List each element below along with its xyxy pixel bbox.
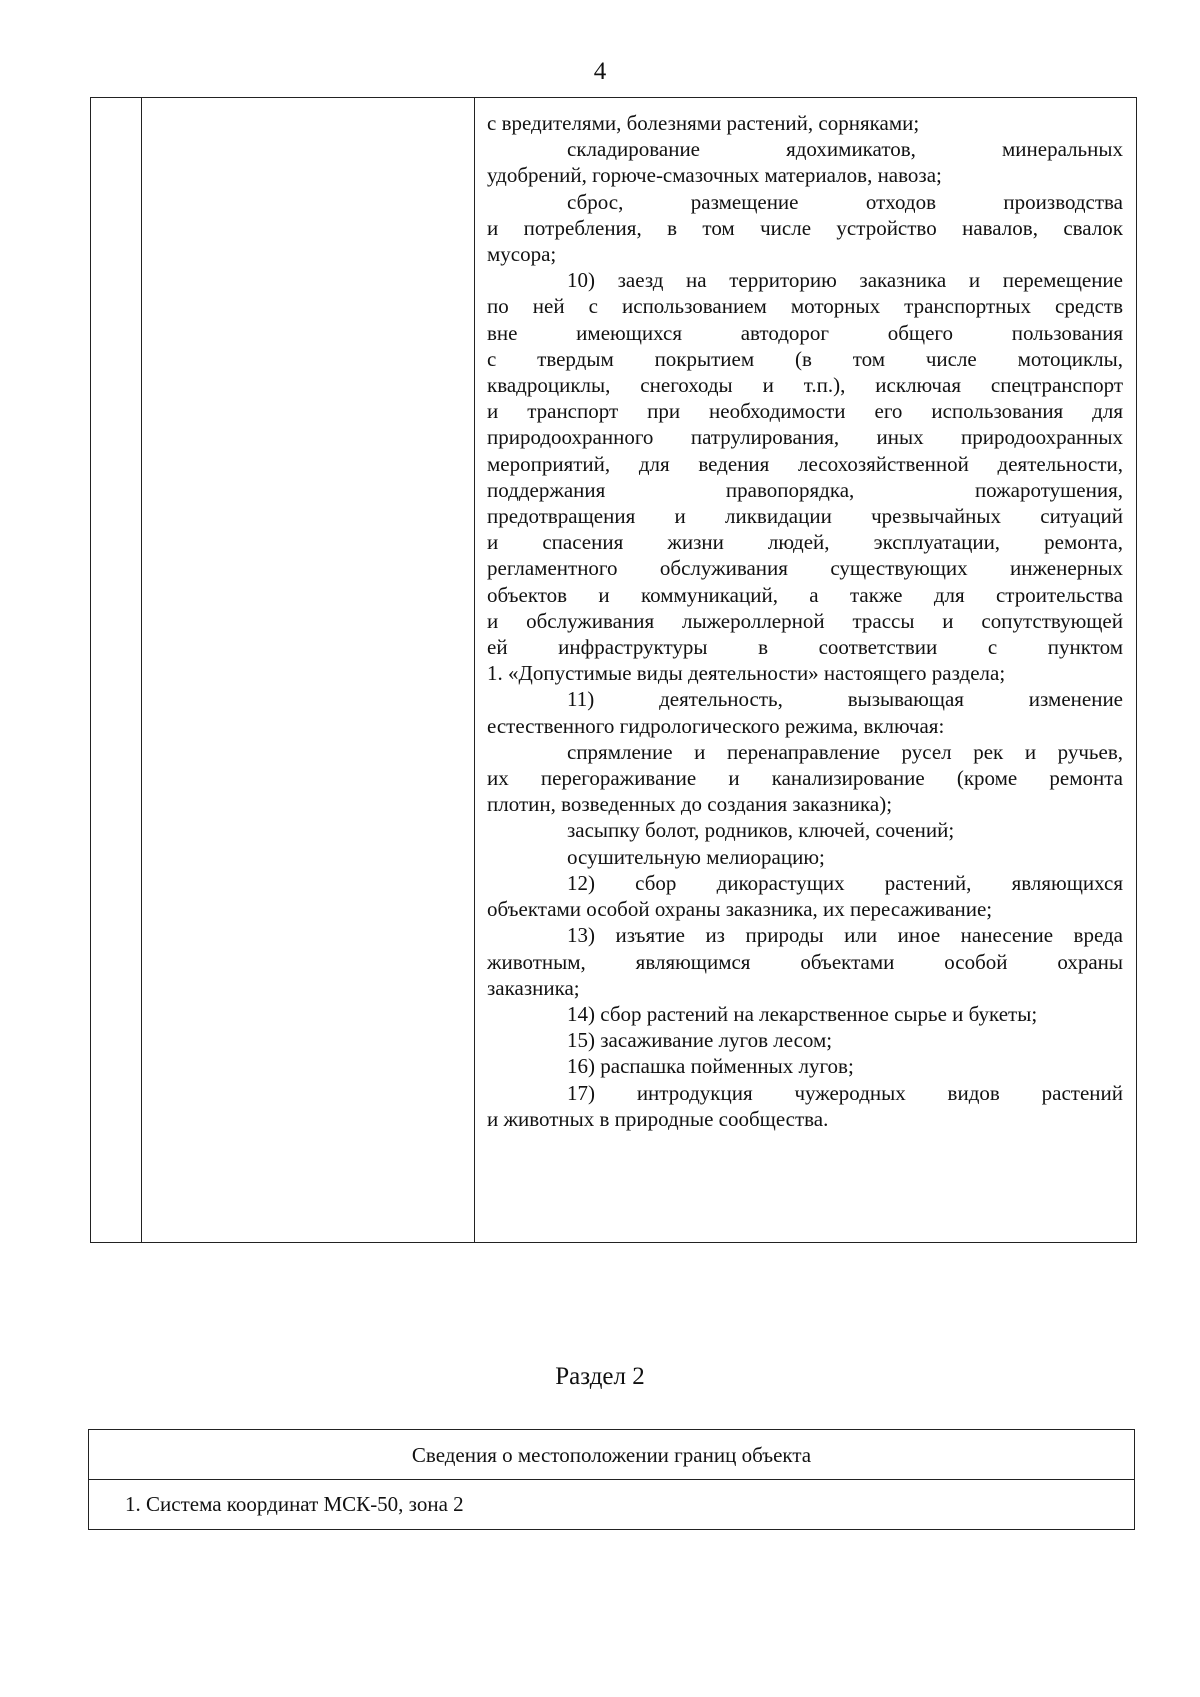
text-line: сброс, размещение отходов производства xyxy=(567,189,1123,214)
table-column-divider xyxy=(474,98,475,1242)
text-line: и обслуживания лыжероллерной трассы и сопутствующей xyxy=(487,608,1123,633)
section-title: Раздел 2 xyxy=(555,1363,645,1390)
text-line: 15) засаживание лугов лесом; xyxy=(567,1028,833,1053)
text-line: 17) интродукция чужеродных видов растений xyxy=(567,1080,1123,1105)
text-line: регламентного обслуживания существующих инженерных xyxy=(487,556,1123,581)
text-line: 13) изъятие из природы или иное нанесение вреда xyxy=(567,923,1123,948)
text-line: естественного гидрологического режима, включая: xyxy=(487,713,945,738)
text-line: 11) деятельность, вызывающая изменение xyxy=(567,687,1123,712)
text-line: 10) заезд на территорию заказника и перемещение xyxy=(567,268,1123,293)
restrictions-text-cell xyxy=(487,110,1123,1132)
text-line: плотин, возведенных до создания заказника); xyxy=(487,792,893,817)
text-line: вне имеющихся автодорог общего пользования xyxy=(487,320,1123,345)
text-line: и транспорт при необходимости его использования для xyxy=(487,399,1123,424)
text-line: спрямление и перенаправление русел рек и ручьев, xyxy=(567,739,1123,764)
text-line: засыпку болот, родников, ключей, сочений; xyxy=(567,818,955,843)
text-line: предотвращения и ликвидации чрезвычайных ситуаций xyxy=(487,504,1123,529)
text-line: квадроциклы, снегоходы и т.п.), исключая спецтранспорт xyxy=(487,373,1123,398)
text-line: по ней с использованием моторных транспортных средств xyxy=(487,294,1123,319)
text-line: поддержания правопорядка, пожаротушения, xyxy=(487,477,1123,502)
page-number: 4 xyxy=(593,58,607,85)
text-line: 1. «Допустимые виды деятельности» настоящего раздела; xyxy=(487,661,1006,686)
text-line: их перегораживание и канализирование (кроме ремонта xyxy=(487,766,1123,791)
text-line: заказника; xyxy=(487,975,580,1000)
text-line: ей инфраструктуры в соответствии с пунктом xyxy=(487,635,1123,660)
text-line: складирование ядохимикатов, минеральных xyxy=(567,137,1123,162)
text-line: животным, являющимся объектами особой охраны xyxy=(487,949,1123,974)
text-line: 14) сбор растений на лекарственное сырье и букеты; xyxy=(567,1001,1038,1026)
text-line: и спасения жизни людей, эксплуатации, ремонта, xyxy=(487,530,1123,555)
text-line: мусора; xyxy=(487,242,557,267)
text-line: объектов и коммуникаций, а также для строительства xyxy=(487,582,1123,607)
coordinate-system-row: 1. Система координат МСК-50, зона 2 xyxy=(125,1492,464,1516)
text-line: с вредителями, болезнями растений, сорняками; xyxy=(487,111,920,135)
boundary-info-header: Сведения о местоположении границ объекта xyxy=(89,1430,1134,1480)
text-line: объектами особой охраны заказника, их пересаживание; xyxy=(487,897,993,922)
text-line: мероприятий, для ведения лесохозяйственной деятельности, xyxy=(487,451,1123,476)
text-line: и животных в природные сообщества. xyxy=(487,1106,829,1131)
text-line: удобрений, горюче-смазочных материалов, навоза; xyxy=(487,163,942,188)
text-line: и потребления, в том числе устройство навалов, свалок xyxy=(487,215,1123,240)
text-line: осушительную мелиорацию; xyxy=(567,844,825,869)
boundary-info-table xyxy=(88,1429,1135,1530)
restrictions-table xyxy=(90,97,1137,1243)
text-line: 16) распашка пойменных лугов; xyxy=(567,1054,854,1079)
text-line: природоохранного патрулирования, иных природоохранных xyxy=(487,425,1123,450)
table-column-divider xyxy=(141,98,142,1242)
text-line: 12) сбор дикорастущих растений, являющихся xyxy=(567,870,1123,895)
text-line: с твердым покрытием (в том числе мотоциклы, xyxy=(487,346,1123,371)
